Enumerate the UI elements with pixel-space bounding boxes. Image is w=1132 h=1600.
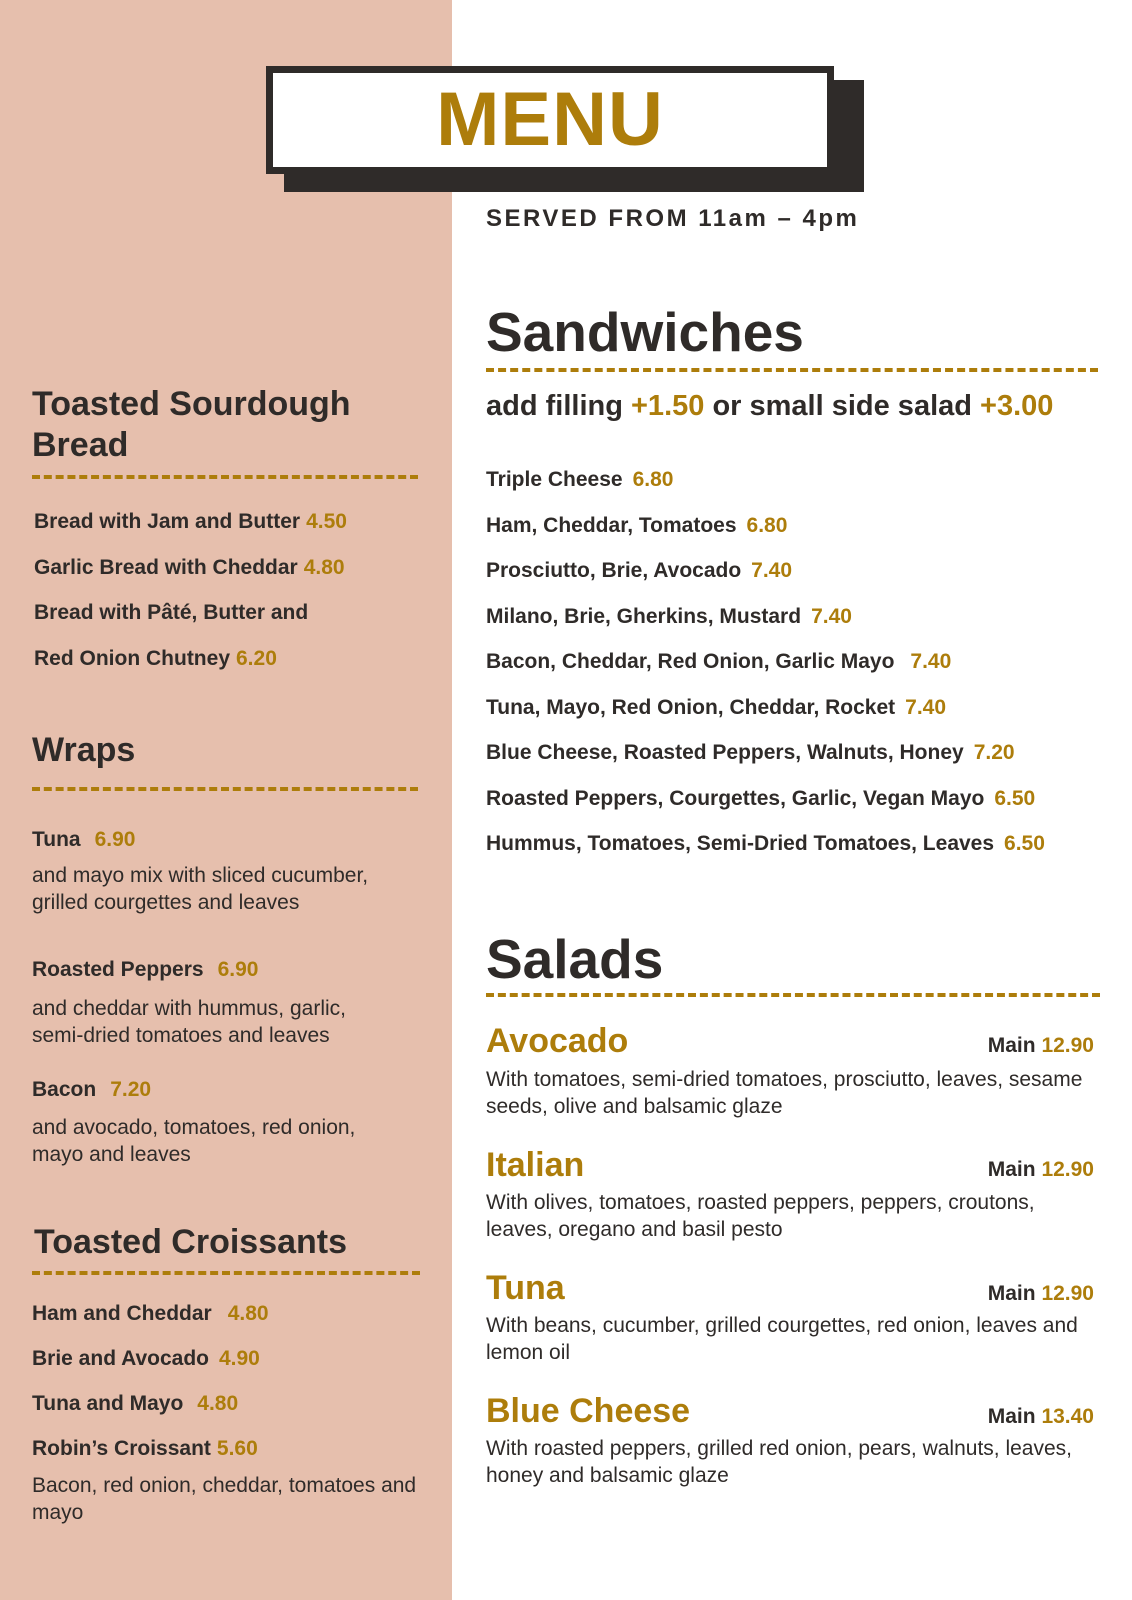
salad-main-label: Main	[987, 1034, 1036, 1057]
croissants-divider	[32, 1271, 420, 1275]
sandwich-item-name: Hummus, Tomatoes, Semi-Dried Tomatoes, Leaves	[486, 832, 995, 855]
sandwich-item-price: 7.20	[973, 741, 1015, 764]
sourdough-item-name: Red Onion Chutney	[34, 647, 230, 670]
sourdough-item-price: 4.80	[303, 556, 345, 579]
sandwich-item	[486, 559, 792, 583]
sourdough-item-price: 4.50	[306, 510, 347, 533]
croissant-item-price: 4.90	[218, 1347, 260, 1370]
salad-price	[988, 1282, 1094, 1306]
salad-main-label: Main	[987, 1405, 1036, 1428]
wraps-divider	[32, 787, 418, 791]
salads-section-title: Salads	[486, 928, 664, 990]
addon-price-1: +1.50	[631, 390, 705, 422]
croissants-section-title: Toasted Croissants	[34, 1223, 348, 1261]
salad-price-value: 12.90	[1041, 1158, 1094, 1181]
wrap-item-desc: and mayo mix with sliced cucumber, grilled courgettes and leaves	[32, 864, 369, 914]
sandwich-item-name: Roasted Peppers, Courgettes, Garlic, Vegan Mayo	[486, 787, 985, 810]
croissant-item-price: 4.80	[197, 1392, 239, 1415]
sandwich-item-name: Ham, Cheddar, Tomatoes	[486, 514, 737, 537]
wrap-item-price: 7.20	[110, 1078, 152, 1101]
sandwich-item	[486, 741, 1015, 765]
sandwich-item	[486, 787, 1035, 811]
croissant-item-price: 4.80	[227, 1302, 269, 1325]
sourdough-item-price: 6.20	[236, 647, 277, 670]
sandwich-item-price: 7.40	[811, 605, 852, 628]
menu-title-box	[266, 66, 834, 174]
sandwich-item	[486, 650, 951, 674]
salad-desc: With olives, tomatoes, roasted peppers, peppers, croutons, leaves, oregano and basil pesto	[486, 1191, 1035, 1241]
menu-title: MENU	[436, 77, 664, 162]
sandwich-item	[486, 514, 787, 538]
wrap-item-desc: and cheddar with hummus, garlic, semi-dried tomatoes and leaves	[32, 997, 346, 1047]
wrap-item-name: Tuna	[32, 828, 81, 851]
sandwich-item-price: 6.50	[1004, 832, 1045, 855]
sandwich-item-name: Blue Cheese, Roasted Peppers, Walnuts, Honey	[486, 741, 964, 764]
croissant-item-name: Tuna and Mayo	[32, 1392, 184, 1415]
sandwich-addons	[486, 390, 1053, 423]
sandwich-item-price: 6.80	[632, 468, 674, 491]
sourdough-section-title	[32, 384, 351, 466]
sourdough-item	[34, 556, 345, 580]
wrap-item-price: 6.90	[94, 828, 136, 851]
croissant-item-price: 5.60	[216, 1437, 258, 1460]
wrap-item-name: Bacon	[32, 1078, 97, 1101]
serving-hours: SERVED FROM 11am – 4pm	[486, 205, 860, 232]
salad-price-value: 13.40	[1041, 1405, 1094, 1428]
wrap-item	[32, 958, 258, 982]
sandwich-item-price: 6.80	[746, 514, 788, 537]
croissant-item	[32, 1347, 260, 1371]
croissant-item-name: Ham and Cheddar	[32, 1302, 212, 1325]
sandwich-item	[486, 468, 673, 492]
croissant-item-name: Robin’s Croissant	[32, 1437, 211, 1460]
sandwich-item-price: 6.50	[994, 787, 1036, 810]
sourdough-item-name: Bread with Pâté, Butter and	[34, 601, 309, 624]
salad-desc: With tomatoes, semi-dried tomatoes, prosciutto, leaves, sesame seeds, olive and balsamic glaze	[486, 1068, 1083, 1118]
wrap-item-desc: and avocado, tomatoes, red onion, mayo and leaves	[32, 1116, 356, 1166]
croissant-item	[32, 1437, 258, 1461]
salad-desc: With beans, cucumber, grilled courgettes, red onion, leaves and lemon oil	[486, 1314, 1078, 1364]
sandwich-item-name: Milano, Brie, Gherkins, Mustard	[486, 605, 802, 628]
wrap-item-name: Roasted Peppers	[32, 958, 204, 981]
sandwich-item-name: Bacon, Cheddar, Red Onion, Garlic Mayo	[486, 650, 895, 673]
sandwiches-divider	[486, 368, 1098, 372]
sourdough-item-name: Garlic Bread with Cheddar	[34, 556, 298, 579]
croissant-item-name: Brie and Avocado	[32, 1347, 209, 1370]
sandwich-item-price: 7.40	[751, 559, 793, 582]
wrap-item	[32, 1078, 151, 1102]
salad-name: Blue Cheese	[486, 1392, 691, 1430]
wraps-section-title: Wraps	[32, 731, 136, 769]
salad-name: Avocado	[486, 1022, 629, 1060]
sandwich-item-name: Prosciutto, Brie, Avocado	[486, 559, 742, 582]
sandwich-item	[486, 605, 852, 629]
sourdough-item	[34, 510, 347, 534]
sandwich-item	[486, 696, 946, 720]
sourdough-divider	[32, 475, 418, 479]
salad-price	[988, 1405, 1094, 1429]
salad-price-value: 12.90	[1041, 1282, 1094, 1305]
sourdough-item	[34, 601, 308, 625]
sourdough-title-line1: Toasted Sourdough	[32, 385, 351, 423]
sourdough-item-name: Bread with Jam and Butter	[34, 510, 301, 533]
salad-name: Italian	[486, 1146, 585, 1184]
robins-croissant-desc: Bacon, red onion, cheddar, tomatoes and mayo	[32, 1474, 417, 1524]
salad-desc: With roasted peppers, grilled red onion, pears, walnuts, leaves, honey and balsamic glaze	[486, 1437, 1072, 1487]
sourdough-title-line2: Bread	[32, 426, 129, 464]
wrap-item-price: 6.90	[217, 958, 259, 981]
wrap-item	[32, 828, 135, 852]
sandwiches-section-title: Sandwiches	[486, 301, 804, 363]
salad-price	[988, 1034, 1094, 1058]
salad-main-label: Main	[987, 1158, 1036, 1181]
addon-price-2: +3.00	[980, 390, 1054, 422]
salad-price-value: 12.90	[1041, 1034, 1094, 1057]
salad-price	[988, 1158, 1094, 1182]
sandwich-item-price: 7.40	[910, 650, 952, 673]
salad-main-label: Main	[987, 1282, 1036, 1305]
sandwich-item-name: Tuna, Mayo, Red Onion, Cheddar, Rocket	[486, 696, 896, 719]
croissant-item	[32, 1302, 269, 1326]
salads-divider	[486, 993, 1100, 997]
sandwich-item-price: 7.40	[905, 696, 947, 719]
addon-text-1: add filling	[486, 390, 623, 422]
sandwich-item-name: Triple Cheese	[486, 468, 623, 491]
salad-name: Tuna	[486, 1269, 565, 1307]
addon-text-2: or small side salad	[712, 390, 972, 422]
sandwich-item	[486, 832, 1045, 856]
sourdough-item	[34, 647, 277, 671]
croissant-item	[32, 1392, 238, 1416]
